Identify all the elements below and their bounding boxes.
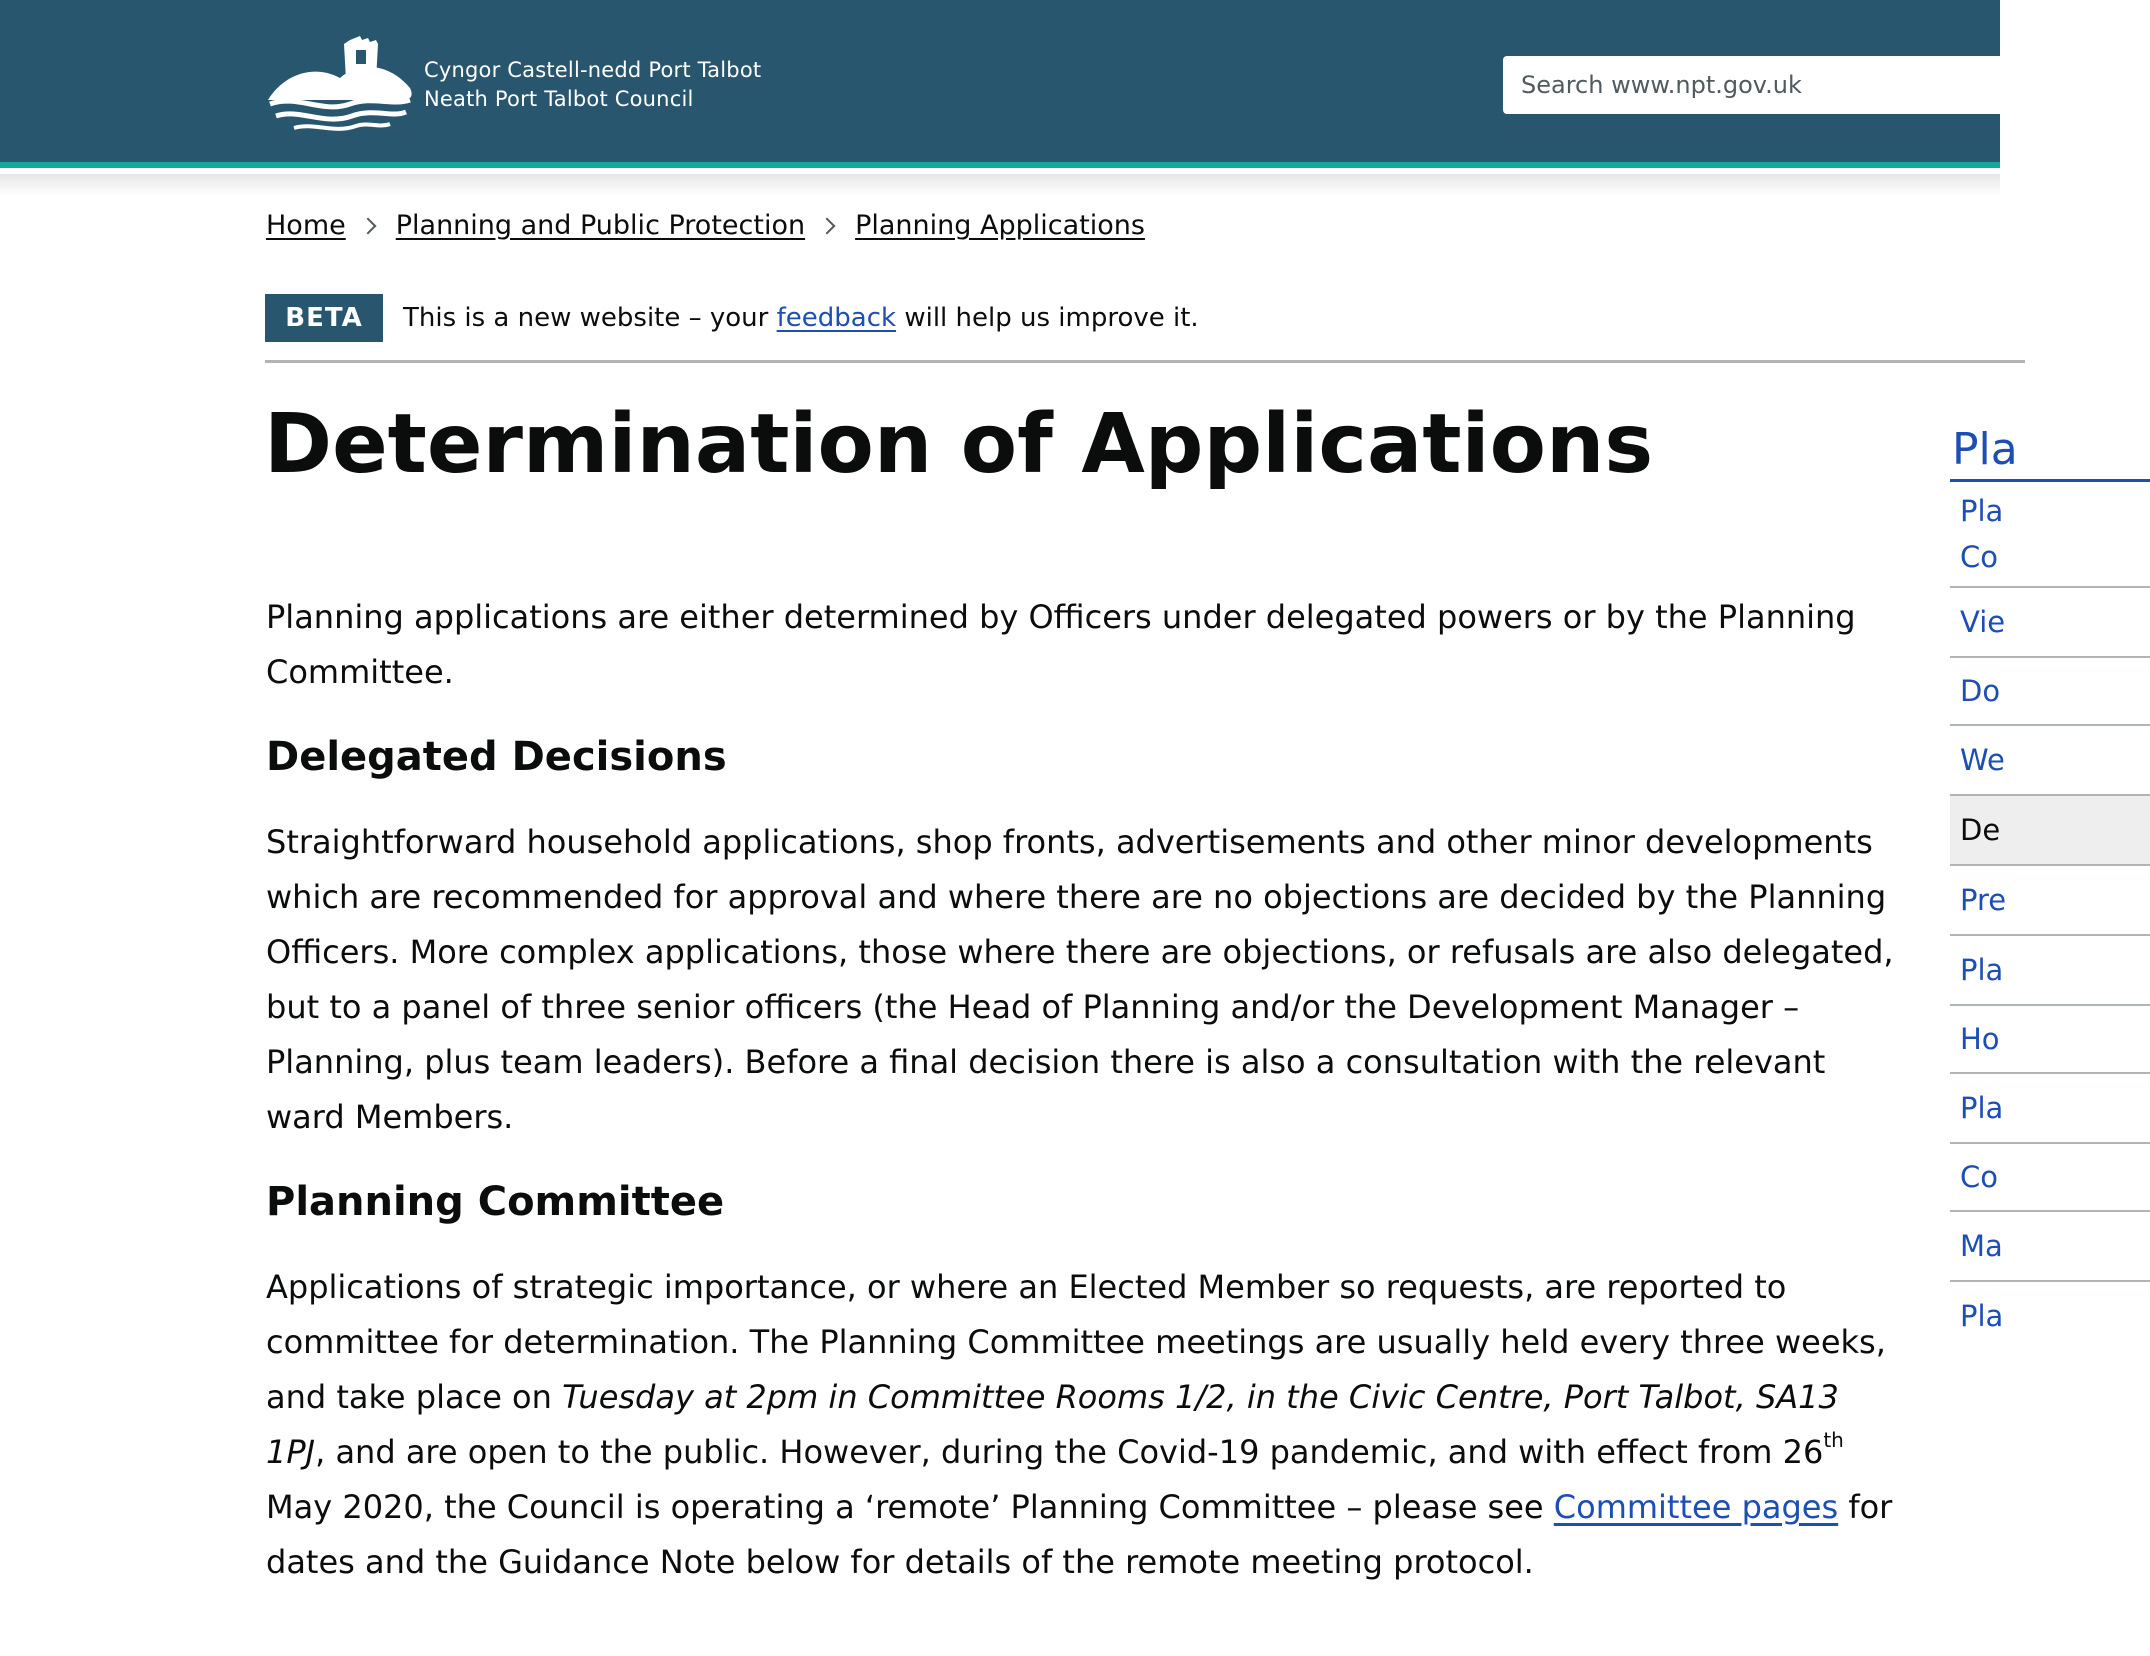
breadcrumb	[266, 206, 1145, 246]
divider	[265, 360, 2025, 363]
committee-text-2: , and are open to the public. However, during the Covid-19 pandemic, and with effect from 26	[315, 1433, 1824, 1471]
chevron-right-icon	[819, 218, 836, 235]
section-nav-item[interactable]	[1950, 1282, 2150, 1350]
section-nav-item-label: Vie	[1960, 605, 2006, 639]
header-shadow	[0, 174, 2000, 196]
beta-badge: BETA	[265, 294, 383, 342]
section-nav-item[interactable]	[1950, 726, 2150, 796]
section-nav-title[interactable]: Pla	[1950, 420, 2150, 482]
planning-committee-paragraph	[266, 1260, 1906, 1590]
main-content	[266, 590, 1906, 1590]
council-name-welsh: Cyngor Castell-nedd Port Talbot	[424, 58, 762, 82]
section-nav-item-label: Ma	[1960, 1229, 2003, 1263]
breadcrumb-planning-applications[interactable]: Planning Applications	[855, 210, 1145, 241]
council-name[interactable]	[424, 56, 761, 114]
site-header	[0, 0, 2000, 168]
beta-message	[403, 303, 1199, 333]
section-nav	[1950, 420, 2150, 1350]
committee-text-1: Applications of strategic importance, or where an Elected Member so requests, are reported to committee for determination. The Planning Committee meetings are usually held every three weeks, and take place on	[266, 1268, 1886, 1416]
breadcrumb-planning-public-protection[interactable]: Planning and Public Protection	[395, 210, 806, 241]
section-nav-item[interactable]	[1950, 866, 2150, 936]
committee-sup: th	[1823, 1428, 1844, 1453]
feedback-link[interactable]: feedback	[776, 303, 897, 333]
section-nav-item[interactable]	[1950, 936, 2150, 1006]
planning-committee-heading: Planning Committee	[266, 1179, 725, 1225]
section-nav-item[interactable]	[1950, 1074, 2150, 1144]
delegated-decisions-heading: Delegated Decisions	[266, 734, 727, 780]
section-nav-item-label: Pla	[1960, 494, 2004, 528]
section-nav-item-label: We	[1960, 743, 2005, 777]
search-input[interactable]	[1503, 56, 2023, 114]
committee-pages-link[interactable]: Committee pages	[1553, 1488, 1839, 1526]
beta-text-before: This is a new website – your	[403, 303, 777, 333]
section-nav-item-label-line2: Co	[1960, 540, 1998, 574]
committee-venue: Tuesday at 2pm in Committee Rooms 1/2, in the Civic Centre, Port Talbot, SA13 1PJ	[266, 1378, 1839, 1471]
section-nav-item-label: Pla	[1960, 1091, 2004, 1125]
delegated-decisions-paragraph: Straightforward household applications, shop fronts, advertisements and other minor developments which are recommended for approval and where there are no objections are decided by the Planning Officers. More complex applications, those where there are objections, or refusals are also delegated, but to a panel of three senior officers (the Head of Planning and/or the Development Manager – Planning, plus team leaders). Before a final decision there is also a consultation with the relevant ward Members.	[266, 823, 1894, 1136]
section-nav-item[interactable]	[1950, 658, 2150, 726]
council-logo-icon[interactable]	[264, 34, 416, 136]
section-nav-item[interactable]	[1950, 588, 2150, 658]
chevron-right-icon	[359, 218, 376, 235]
section-nav-item[interactable]	[1950, 1144, 2150, 1212]
intro-paragraph: Planning applications are either determined by Officers under delegated powers or by the Planning Committee.	[266, 598, 1856, 691]
section-nav-item-label: Pla	[1960, 1299, 2004, 1333]
section-nav-item-label: De	[1960, 813, 2001, 847]
committee-text-4: for dates and the Guidance Note below for details of the remote meeting protocol.	[266, 1488, 1893, 1581]
committee-text-3: May 2020, the Council is operating a ‘remote’ Planning Committee – please see	[266, 1488, 1554, 1526]
breadcrumb-home[interactable]: Home	[266, 210, 346, 241]
beta-text-after: will help us improve it.	[896, 303, 1199, 333]
section-nav-item-label: Ho	[1960, 1022, 2000, 1056]
beta-banner	[265, 294, 1199, 342]
section-nav-item[interactable]	[1950, 482, 2150, 588]
section-nav-item-label: Pre	[1960, 883, 2007, 917]
section-nav-item[interactable]	[1950, 1212, 2150, 1282]
page-title: Determination of Applications	[264, 397, 1654, 492]
section-nav-item-label: Do	[1960, 674, 2001, 708]
section-nav-item[interactable]	[1950, 1006, 2150, 1074]
council-name-english: Neath Port Talbot Council	[424, 87, 694, 111]
section-nav-item-label: Co	[1960, 1160, 1998, 1194]
section-nav-item-current[interactable]	[1950, 796, 2150, 866]
section-nav-item-label: Pla	[1960, 953, 2004, 987]
